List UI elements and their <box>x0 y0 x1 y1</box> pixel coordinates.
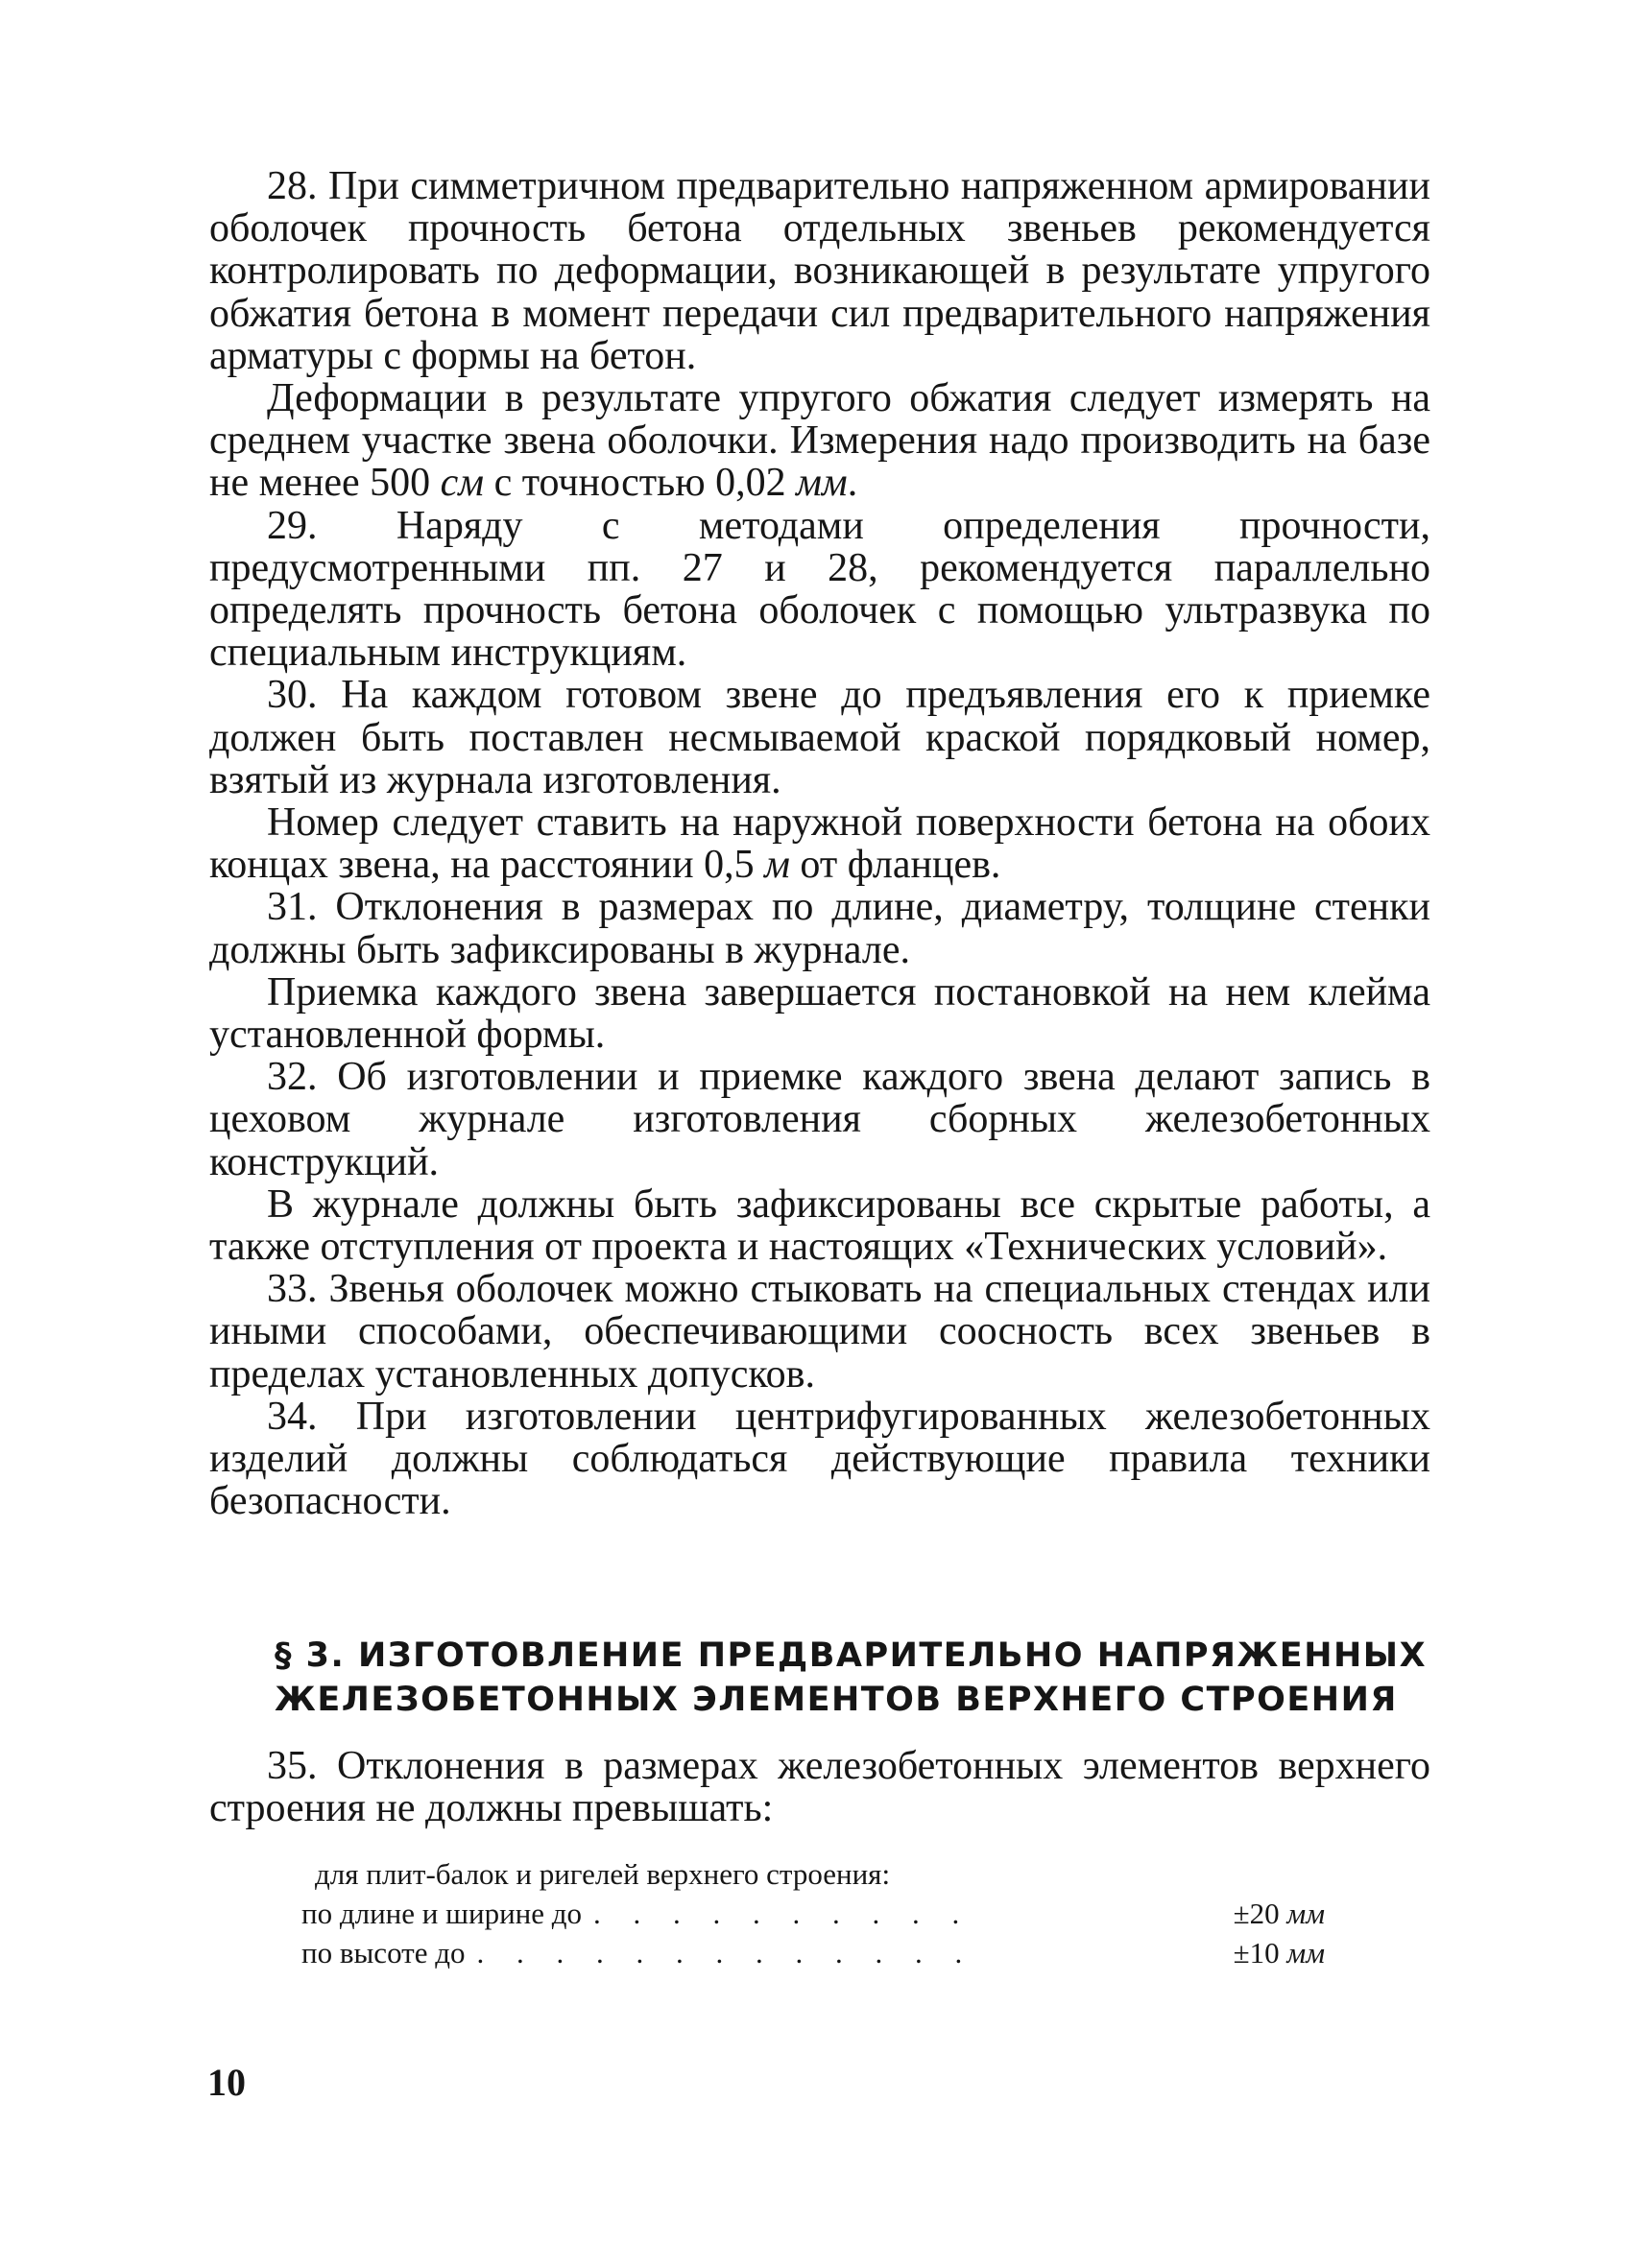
paragraph-text: Деформации в результате упругого обжатия следует измерять на среднем участке звена оболочки. Измерения надо производить на базе не менее 500 <box>209 376 1430 506</box>
tolerance-value <box>1234 1933 1325 1972</box>
tolerance-unit: мм <box>1286 1896 1325 1930</box>
section-heading-line-1: § 3. ИЗГОТОВЛЕНИЕ ПРЕДВАРИТЕЛЬНО НАПРЯЖЕННЫХ <box>275 1635 1428 1675</box>
unit-mm: мм <box>796 461 848 506</box>
tolerance-intro: для плит-балок и ригелей верхнего строения: <box>315 1856 891 1891</box>
paragraph-text: от фланцев. <box>789 843 1001 888</box>
tolerance-number: ±10 <box>1233 1935 1280 1970</box>
section-heading <box>209 1634 1430 1722</box>
paragraph-text: Номер следует ставить на наружной поверхности бетона на обоих концах звена, на расстоянии 0,5 <box>209 800 1430 888</box>
tolerance-value <box>1234 1894 1325 1933</box>
paragraph-28: 28. При симметричном предварительно напряженном армировании оболочек прочность бетона отдельных звеньев рекомендуется контролировать по деформации, возникающей в результате упругого обжатия бетона в момент передачи сил предварительного напряжения арматуры с формы на бетон. <box>209 164 1430 378</box>
paragraph-30-number <box>209 801 1430 886</box>
paragraph-32: 32. Об изготовлении и приемке каждого звена делают запись в цеховом журнале изготовления сборных железобетонных конструкций. <box>209 1055 1430 1184</box>
section-heading-line-2: ЖЕЛЕЗОБЕТОННЫХ ЭЛЕМЕНТОВ ВЕРХНЕГО СТРОЕНИЯ <box>275 1680 1398 1719</box>
tolerance-label: по высоте до <box>301 1935 466 1970</box>
unit-cm: см <box>440 461 485 506</box>
page-content <box>209 165 1430 1972</box>
paragraph-text: с точностью 0,02 <box>484 461 797 506</box>
paragraph-34: 34. При изготовлении центрифугированных железобетонных изделий должны соблюдаться действующие правила техники безопасности. <box>209 1394 1430 1524</box>
page-number: 10 <box>207 2061 246 2104</box>
tolerance-list <box>301 1854 1325 1972</box>
dot-leader: . . . . . . . . . . . . . <box>476 1935 975 1970</box>
paragraph-30: 30. На каждом готовом звене до предъявления его к приемке должен быть поставлен несмываемой краской порядковый номер, взятый из журнала изготовления. <box>209 673 1430 802</box>
paragraph-31: 31. Отклонения в размерах по длине, диаметру, толщине стенки должны быть зафиксированы в журнале. <box>209 885 1430 972</box>
paragraph-29: 29. Наряду с методами определения прочности, предусмотренными пп. 27 и 28, рекомендуется параллельно определять прочность бетона оболочек с помощью ультразвука по специальным инструкциям. <box>209 503 1430 676</box>
paragraph-33: 33. Звенья оболочек можно стыковать на специальных стендах или иными способами, обеспечивающими соосность всех звеньев в пределах установленных допусков. <box>209 1267 1430 1397</box>
tolerance-row <box>301 1894 1325 1933</box>
tolerance-row <box>301 1933 1325 1972</box>
tolerance-label: по длине и ширине до <box>301 1896 583 1930</box>
unit-m: м <box>764 843 790 888</box>
paragraph-32-journal: В журнале должны быть зафиксированы все скрытые работы, а также отступления от проекта и настоящих «Технических условий». <box>209 1182 1430 1270</box>
paragraph-31-acceptance: Приемка каждого звена завершается постановкой на нем клейма установленной формы. <box>209 969 1430 1058</box>
paragraph-28-deformation <box>209 377 1430 505</box>
tolerance-unit: мм <box>1286 1935 1325 1970</box>
paragraph-text: . <box>847 461 858 506</box>
dot-leader: . . . . . . . . . . <box>593 1896 973 1930</box>
tolerance-number: ±20 <box>1233 1896 1280 1930</box>
paragraph-35: 35. Отклонения в размерах железобетонных элементов верхнего строения не должны превышать: <box>209 1743 1430 1830</box>
